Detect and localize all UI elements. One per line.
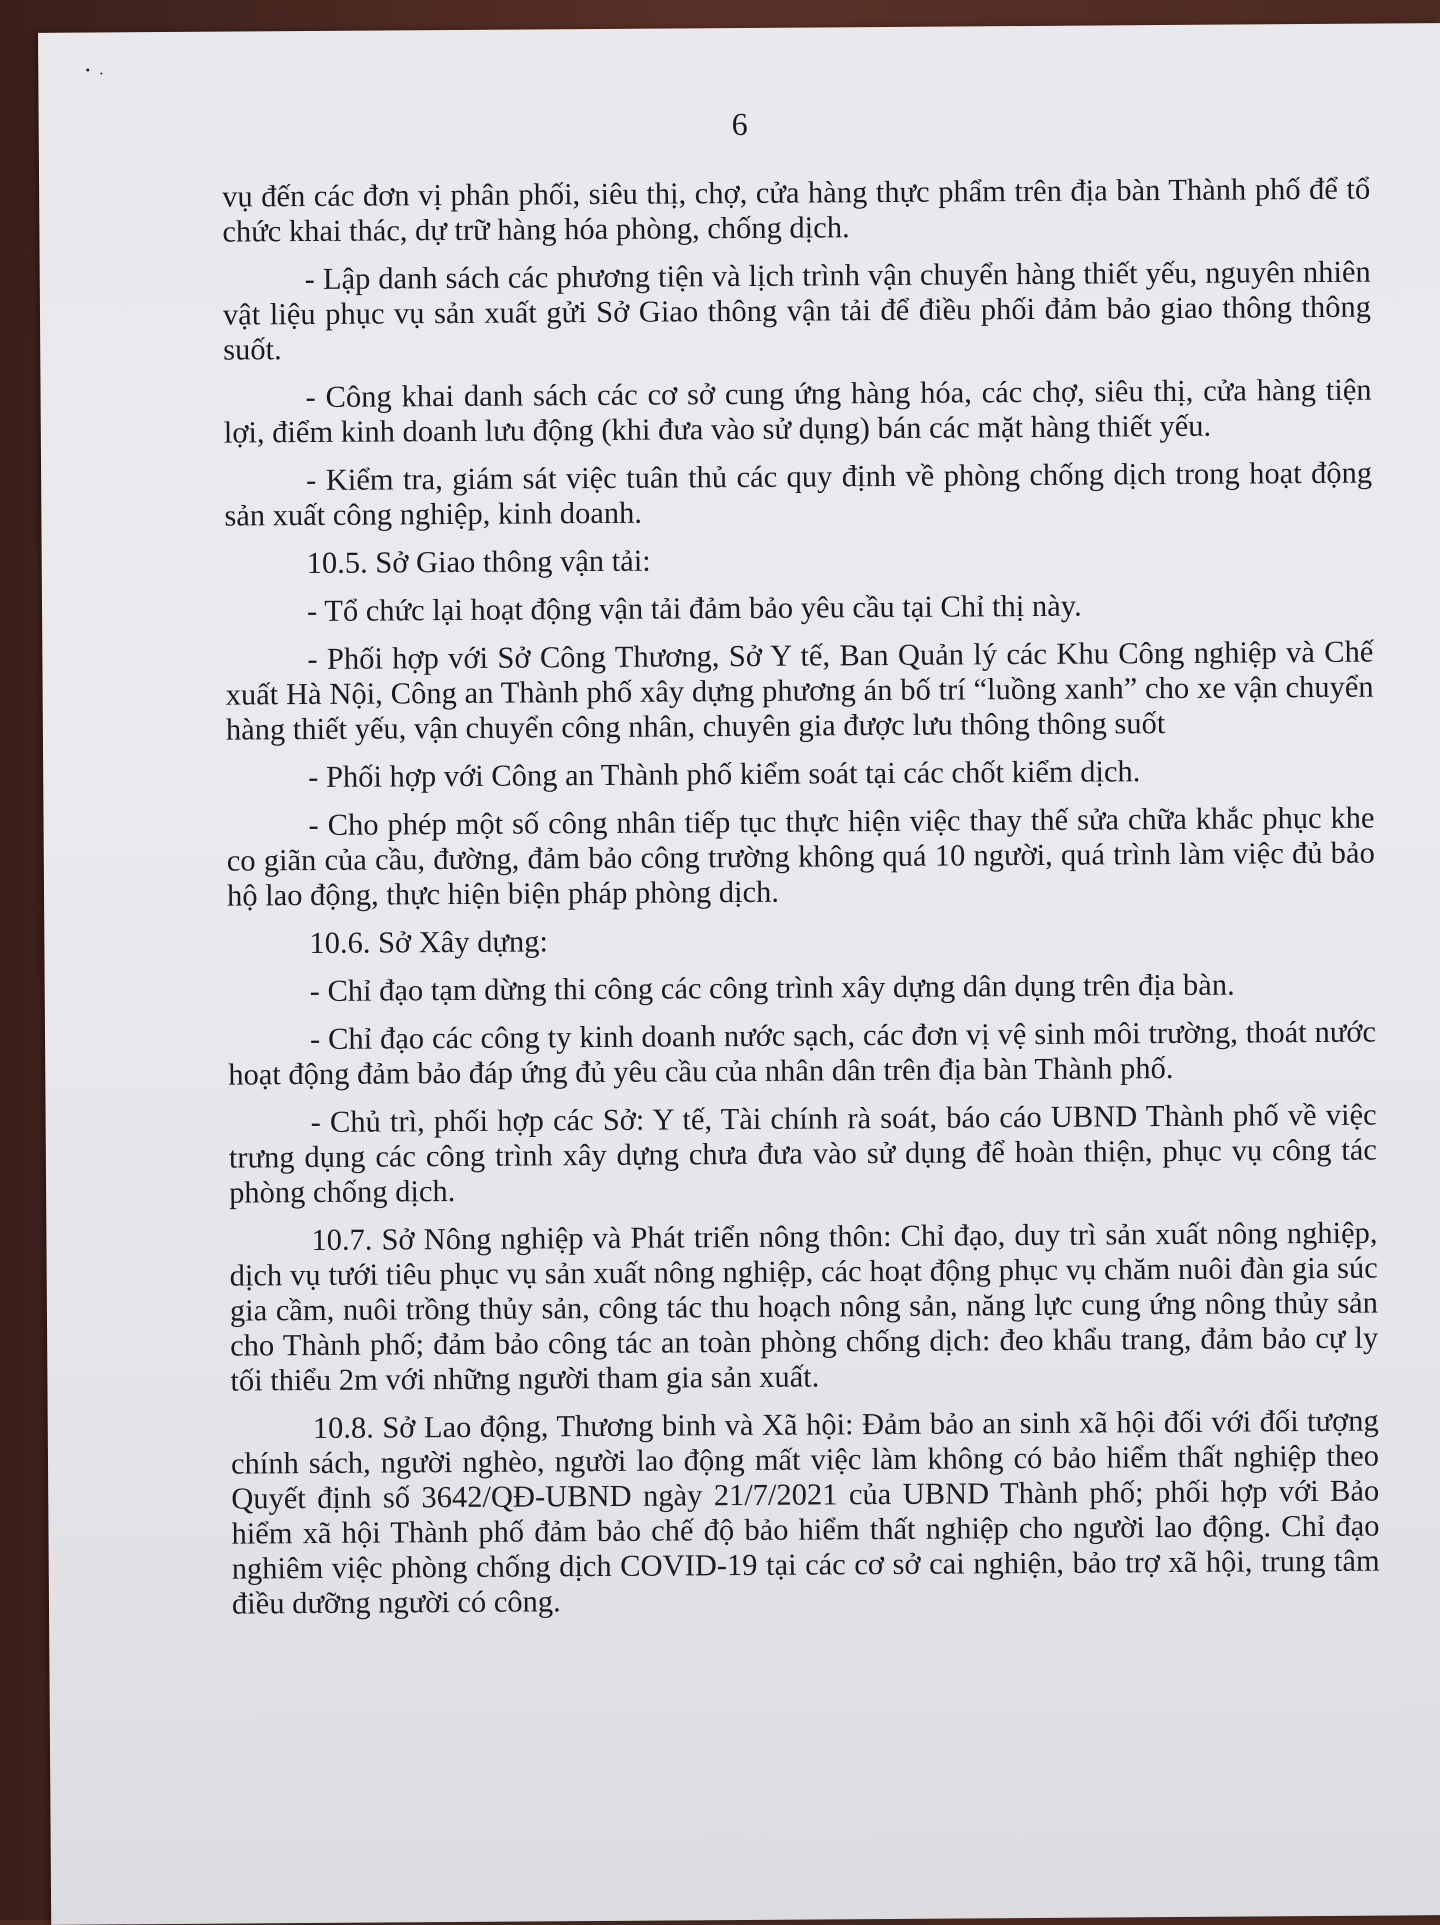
page-number: 6: [731, 105, 748, 143]
document-page: [38, 23, 1440, 1925]
paragraph: - Chỉ đạo tạm dừng thi công các công trình xây dựng dân dụng trên địa bàn.: [309, 967, 1235, 1009]
paragraph: - Chỉ đạo các công ty kinh doanh nước sạch, các đơn vị vệ sinh môi trường, thoát nước hoạt động đảm bảo đáp ứng đủ yêu cầu của nhân dân trên địa bàn Thành phố.: [228, 1014, 1377, 1092]
paragraph: - Kiểm tra, giám sát việc tuân thủ các quy định về phòng chống dịch trong hoạt động sản xuất công nghiệp, kinh doanh.: [224, 455, 1373, 533]
document-body: [222, 172, 1380, 1635]
paragraph: - Chủ trì, phối hợp các Sở: Y tế, Tài chính rà soát, báo cáo UBND Thành phố về việc trưng dụng các công trình xây dựng chưa đưa vào sử dụng để hoàn thiện, phục vụ công tác phòng chống dịch.: [228, 1097, 1377, 1210]
paragraph: - Phối hợp với Công an Thành phố kiểm soát tại các chốt kiểm dịch.: [308, 754, 1141, 795]
section-10-7: 10.7. Sở Nông nghiệp và Phát triển nông thôn: Chỉ đạo, duy trì sản xuất nông nghiệp, dịch vụ tưới tiêu phục vụ sản xuất nông nghiệp, các hoạt động phục vụ chăm nuôi đàn gia súc gia cầm, nuôi trồng thủy sản, công tác thu hoạch nông sản, năng lực cung ứng nông thủy sản cho Thành phố; đảm bảo công tác an toàn phòng chống dịch: đeo khẩu trang, đảm bảo cự ly tối thiểu 2m với những người tham gia sản xuất.: [229, 1215, 1379, 1398]
paper-speck: [86, 69, 89, 72]
paragraph: - Phối hợp với Sở Công Thương, Sở Y tế, Ban Quản lý các Khu Công nghiệp và Chế xuất Hà Nội, Công an Thành phố xây dựng phương án bố trí “luồng xanh” cho xe vận chuyển hàng thiết yếu, vận chuyển công nhân, chuyên gia được lưu thông thông suốt: [225, 634, 1374, 747]
paragraph: - Công khai danh sách các cơ sở cung ứng hàng hóa, các chợ, siêu thị, cửa hàng tiện lợi, điểm kinh doanh lưu động (khi đưa vào sử dụng) bán các mặt hàng thiết yếu.: [223, 372, 1372, 450]
paragraph: - Tổ chức lại hoạt động vận tải đảm bảo yêu cầu tại Chỉ thị này.: [306, 588, 1082, 629]
section-10-8: 10.8. Sở Lao động, Thương binh và Xã hội: Đảm bảo an sinh xã hội đối với đối tượng chính sách, người nghèo, người lao động mất việc làm không có bảo hiểm thất nghiệp theo Quyết định số 3642/QĐ-UBND ngày 21/7/2021 của UBND Thành phố; phối hợp với Bảo hiểm xã hội Thành phố đảm bảo chế độ bảo hiểm thất nghiệp cho người lao động. Chỉ đạo nghiêm việc phòng chống dịch COVID-19 tại các cơ sở cai nghiện, bảo trợ xã hội, trung tâm điều dưỡng người có công.: [230, 1403, 1380, 1621]
paragraph: vụ đến các đơn vị phân phối, siêu thị, chợ, cửa hàng thực phẩm trên địa bàn Thành phố để tổ chức khai thác, dự trữ hàng hóa phòng, chống dịch.: [222, 171, 1371, 249]
section-heading-10-6: 10.6. Sở Xây dựng:: [309, 924, 549, 961]
paragraph: - Lập danh sách các phương tiện và lịch trình vận chuyển hàng thiết yếu, nguyên nhiên vật liệu phục vụ sản xuất gửi Sở Giao thông vận tải để điều phối đảm bảo giao thông thông suốt.: [222, 254, 1372, 367]
paper-speck: [100, 72, 102, 74]
paragraph: - Cho phép một số công nhân tiếp tục thực hiện việc thay thế sửa chữa khắc phục khe co giãn của cầu, đường, đảm bảo công trường không quá 10 người, quá trình làm việc đủ bảo hộ lao động, thực hiện biện pháp phòng dịch.: [226, 800, 1375, 913]
section-heading-10-5: 10.5. Sở Giao thông vận tải:: [306, 543, 651, 581]
